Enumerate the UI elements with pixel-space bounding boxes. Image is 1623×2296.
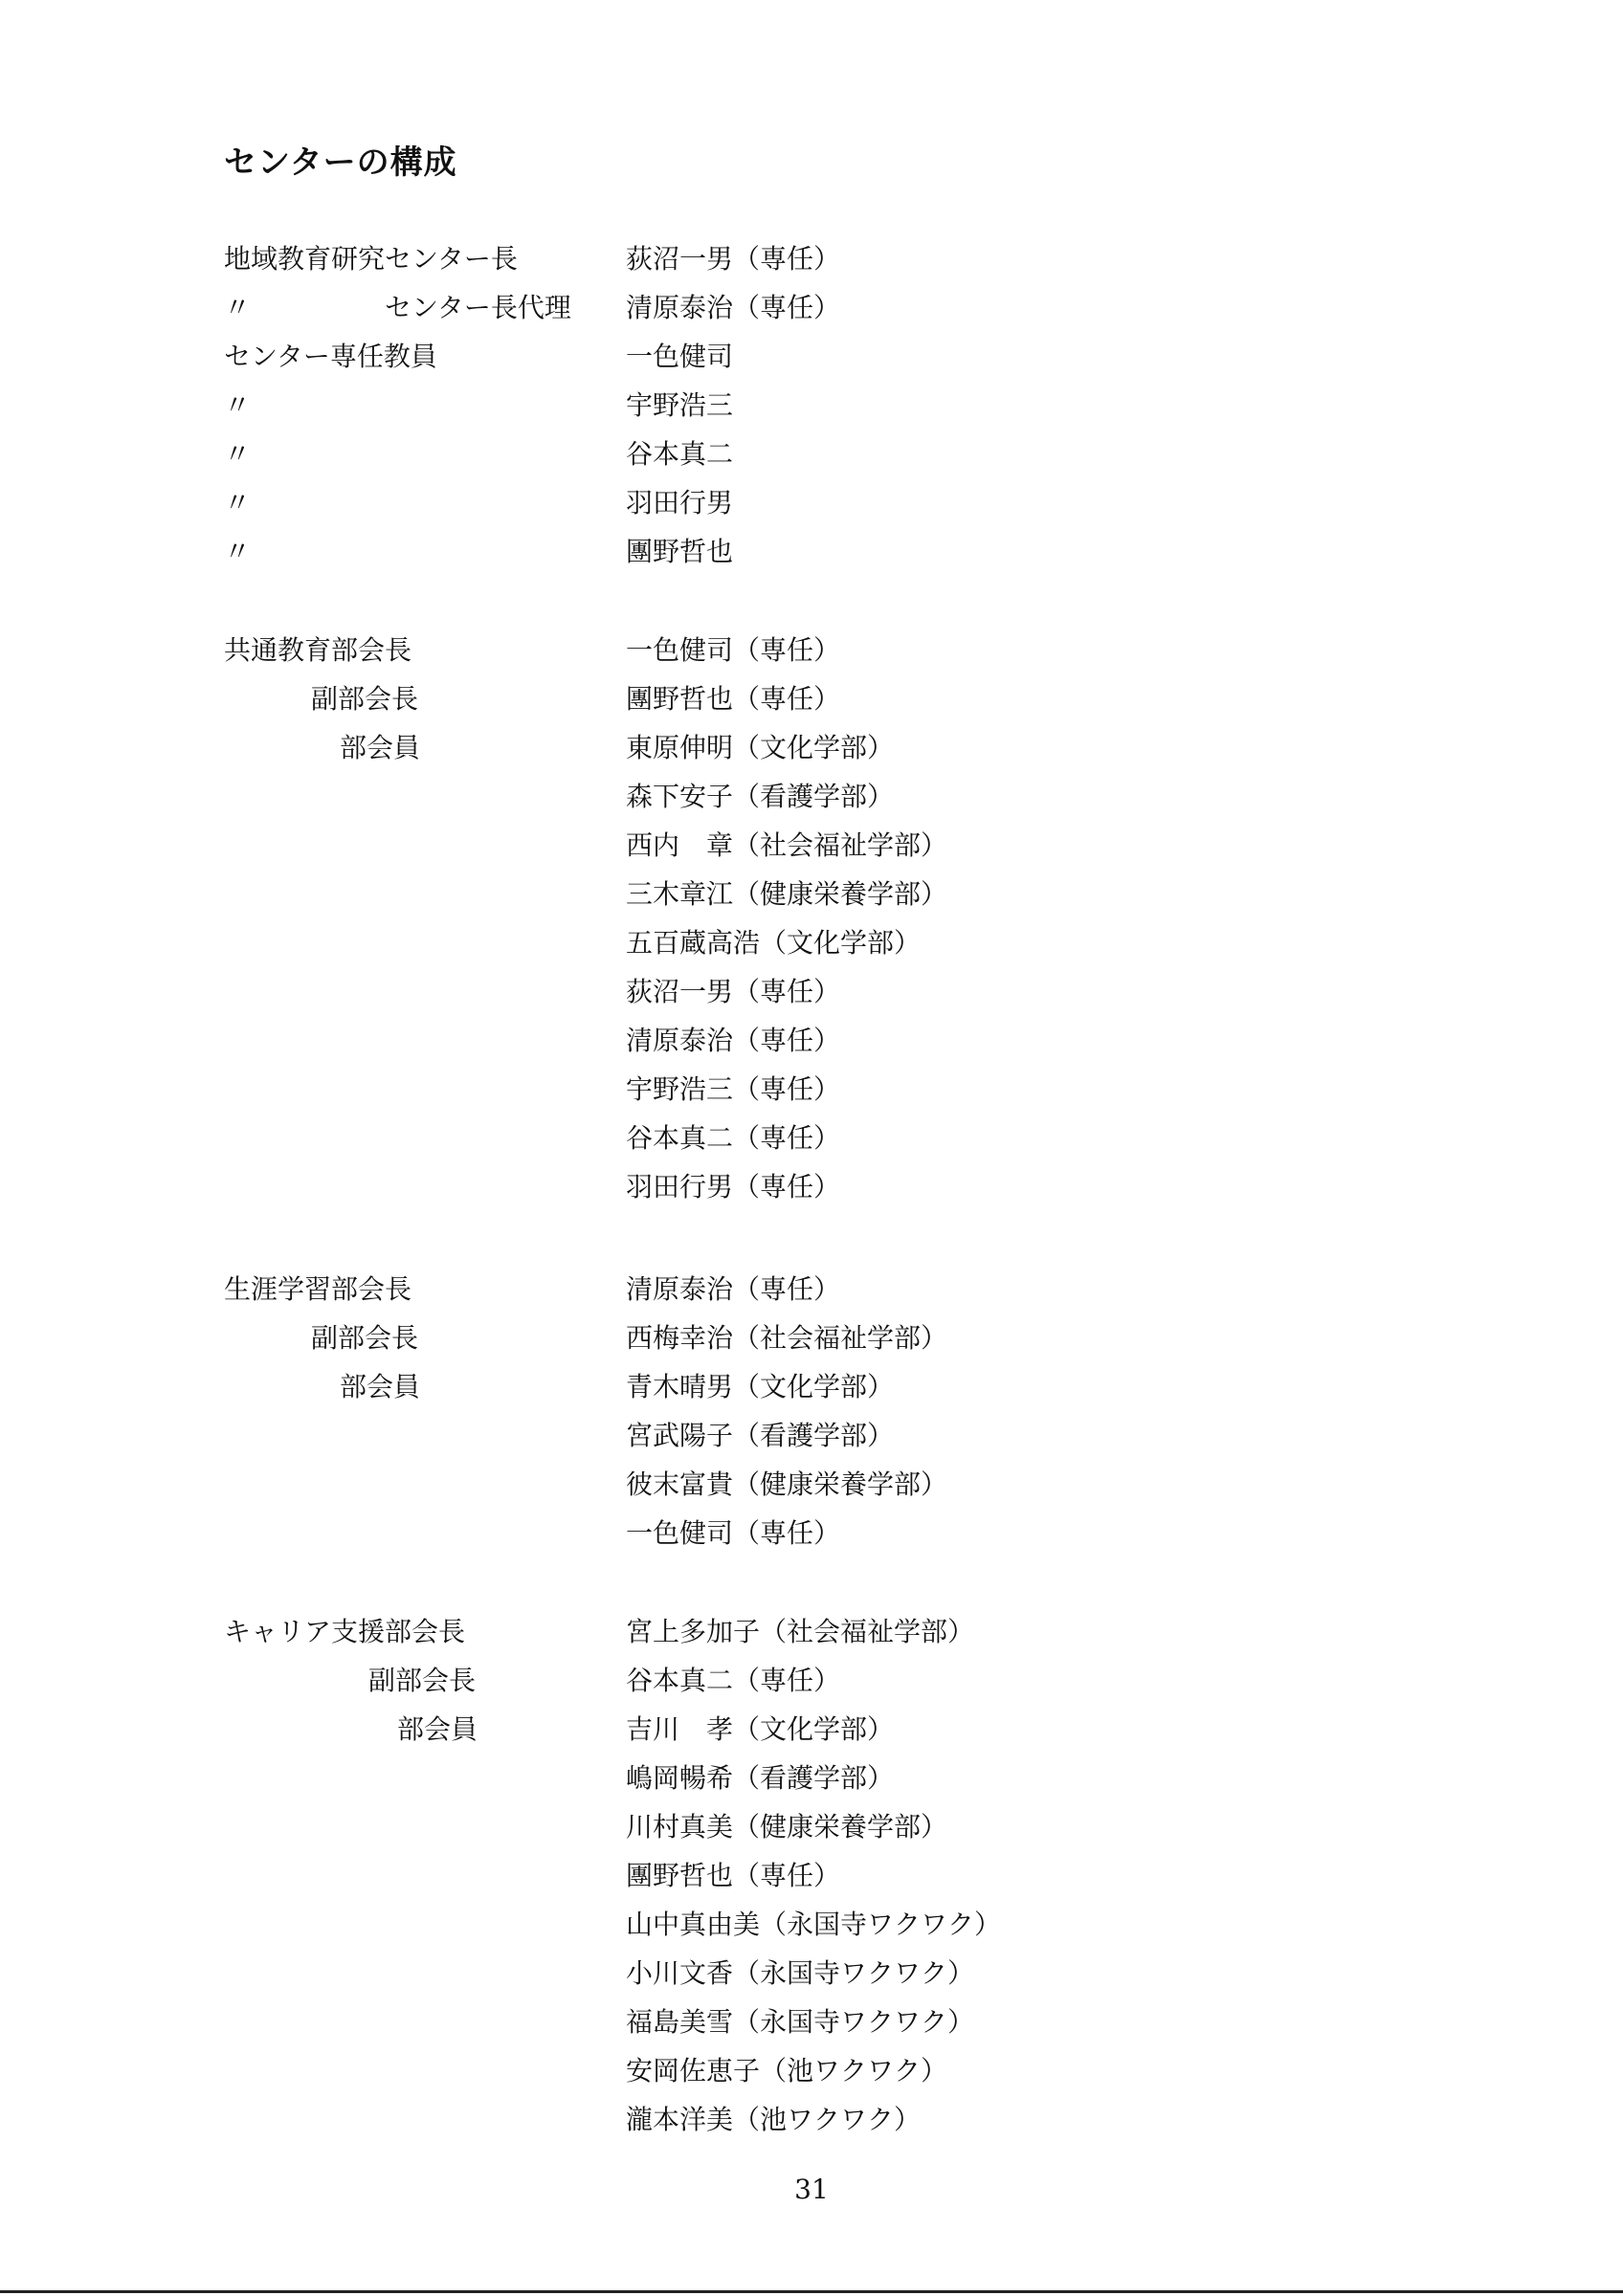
roster-row [0, 478, 1623, 527]
member-name: 團野哲也（専任） [626, 1860, 841, 1891]
roster-row [0, 870, 1623, 918]
member-name: 荻沼一男（専任） [626, 243, 841, 275]
member-name: 西梅幸治（社会福祉学部） [626, 1322, 948, 1354]
roster-row [0, 1705, 1623, 1754]
roster-row [0, 1411, 1623, 1460]
roster-row [0, 527, 1623, 576]
member-name: 一色健司（専任） [626, 634, 841, 666]
member-name: 三木章江（健康栄養学部） [626, 878, 948, 910]
member-name: 宮武陽子（看護学部） [626, 1420, 895, 1451]
roster-row [0, 1065, 1623, 1114]
roster-row [0, 1949, 1623, 1998]
roster-row [0, 1114, 1623, 1162]
roster-row [0, 1362, 1623, 1411]
role-label: 生涯学習部会長 [224, 1273, 412, 1305]
roster-row [0, 1509, 1623, 1557]
role-label: 〃 [224, 536, 252, 567]
roster-row [0, 918, 1623, 967]
role-label: 〃 センター長代理 [224, 292, 571, 323]
member-name: 羽田行男 [626, 487, 734, 519]
member-name: 清原泰治（専任） [626, 1025, 841, 1056]
role-label: センター専任教員 [224, 341, 437, 372]
roster-row [0, 1016, 1623, 1065]
roster-row [0, 283, 1623, 332]
member-name: 谷本真二（専任） [626, 1122, 841, 1154]
role-label: 〃 [224, 438, 252, 470]
role-label: 副部会長 [311, 1322, 419, 1354]
roster-row [0, 723, 1623, 772]
roster-row [0, 381, 1623, 430]
roster-row [0, 967, 1623, 1016]
member-name: 一色健司 [626, 341, 734, 372]
member-name: 青木晴男（文化学部） [626, 1371, 895, 1402]
role-label: 部会員 [340, 732, 421, 763]
member-name: 羽田行男（専任） [626, 1171, 841, 1203]
member-name: 宮上多加子（社会福祉学部） [626, 1616, 975, 1647]
roster-row [0, 1265, 1623, 1314]
member-name: 福島美雪（永国寺ワクワク） [626, 2006, 975, 2038]
member-name: 西内 章（社会福祉学部） [626, 829, 948, 861]
member-name: 宇野浩三（専任） [626, 1073, 841, 1105]
roster-row [0, 821, 1623, 870]
role-label: 部会員 [340, 1371, 421, 1402]
member-name: 谷本真二 [626, 438, 734, 470]
member-name: 小川文香（永国寺ワクワク） [626, 1957, 975, 1989]
member-name: 嶋岡暢希（看護学部） [626, 1762, 895, 1794]
member-name: 清原泰治（専任） [626, 292, 841, 323]
role-label: 地域教育研究センター長 [224, 243, 518, 275]
role-label: キャリア支援部会長 [224, 1616, 466, 1647]
member-name: 谷本真二（専任） [626, 1665, 841, 1696]
role-label: 部会員 [397, 1713, 478, 1745]
member-name: 一色健司（専任） [626, 1517, 841, 1549]
roster-row [0, 1998, 1623, 2046]
member-name: 瀧本洋美（池ワクワク） [626, 2104, 922, 2135]
member-name: 安岡佐恵子（池ワクワク） [626, 2055, 948, 2086]
member-name: 山中真由美（永国寺ワクワク） [626, 1909, 1002, 1940]
member-name: 吉川 孝（文化学部） [626, 1713, 895, 1745]
roster-row [0, 1460, 1623, 1509]
roster-row [0, 1607, 1623, 1656]
roster-row [0, 2095, 1623, 2144]
member-name: 森下安子（看護学部） [626, 781, 895, 812]
member-name: 團野哲也 [626, 536, 734, 567]
member-name: 五百蔵高浩（文化学部） [626, 927, 922, 959]
member-name: 川村真美（健康栄養学部） [626, 1811, 948, 1843]
roster-row [0, 1656, 1623, 1705]
roster-row [0, 1802, 1623, 1851]
member-name: 彼末富貴（健康栄養学部） [626, 1468, 948, 1500]
member-name: 荻沼一男（専任） [626, 976, 841, 1007]
footer-rule [0, 2290, 1623, 2293]
roster-row [0, 1162, 1623, 1211]
role-label: 〃 [224, 487, 252, 519]
roster-row [0, 1754, 1623, 1802]
roster-row [0, 772, 1623, 821]
roster-row [0, 234, 1623, 283]
role-label: 共通教育部会長 [224, 634, 412, 666]
roster-row [0, 1900, 1623, 1949]
member-name: 東原伸明（文化学部） [626, 732, 895, 763]
role-label: 〃 [224, 389, 252, 421]
roster-row [0, 332, 1623, 381]
roster-row [0, 674, 1623, 723]
role-label: 副部会長 [368, 1665, 477, 1696]
page-title: センターの構成 [224, 144, 457, 182]
role-label: 副部会長 [311, 683, 419, 715]
member-name: 團野哲也（専任） [626, 683, 841, 715]
member-name: 宇野浩三 [626, 389, 734, 421]
roster-row [0, 626, 1623, 674]
roster-row [0, 430, 1623, 478]
roster-row [0, 1851, 1623, 1900]
roster-row [0, 2046, 1623, 2095]
member-name: 清原泰治（専任） [626, 1273, 841, 1305]
page-number: 31 [794, 2174, 829, 2205]
roster-row [0, 1314, 1623, 1362]
